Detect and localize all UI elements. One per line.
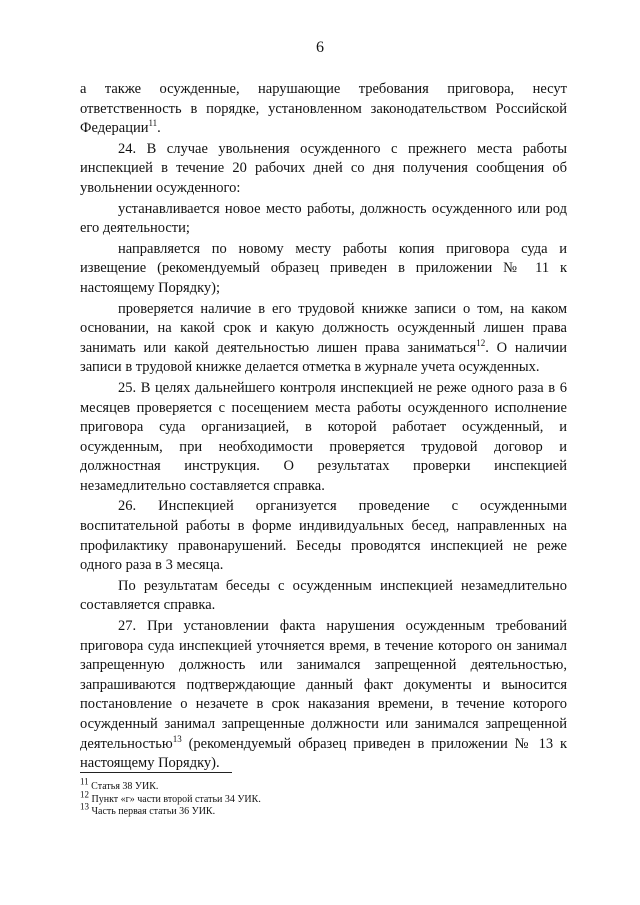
footnote-12: $^{12}$ Пункт «г» части второй статьи 34 УИК.	[80, 789, 261, 805]
paragraph-26-note: По результатам беседы с осужденным инспекцией незамедлительно составляется справка.	[80, 577, 567, 614]
paragraph-25: 25. В целях дальнейшего контроля инспекцией не реже одного раза в 6 месяцев проверяется с посещением места работы осужденного исполнение приговора суда организацией, в которой работает осужденный, и осужденным, при необходимости проверяется трудовой договор и должностная инструкция. О результатах проверки инспекцией незамедлительно составляется справка.	[80, 379, 567, 494]
paragraph-24-item-3: проверяется наличие в его трудовой книжке записи о том, на каком основании, на какой срок и какую должность осужденный лишен права занимать или какой деятельностью лишен права заниматься$^{12}$. О наличии записи в трудовой книжке делается отметка в журнале учета осужденных.	[80, 300, 567, 376]
paragraph-continuation: а также осужденные, нарушающие требования приговора, несут ответственность в порядке, установленном законодательством Российской Федерации$^{11}$.	[80, 81, 567, 137]
footnote-ref-13: 13	[172, 733, 182, 744]
paragraph-27: 27. При установлении факта нарушения осужденным требований приговора суда инспекцией уточняется время, в течение которого он занимал запрещенную должность или занимался запрещенной деятельностью, запрашиваются подтверждающие данный факт документы и выносится постановление о незачете в срок наказания времени, в течение которого осужденный занимал запрещенные должности или занимался запрещенной деятельностью$^{13}$ (рекомендуемый образец приведен в приложении № 13 к настоящему Порядку).	[80, 618, 567, 772]
footnote-separator	[80, 772, 232, 773]
footnote-ref-12: 12	[476, 337, 486, 348]
paragraph-24-item-1: устанавливается новое место работы, должность осужденного или род его деятельности;	[80, 200, 567, 237]
paragraph-24-item-2: направляется по новому месту работы копия приговора суда и извещение (рекомендуемый образец приведен в приложении № 11 к настоящему Порядку);	[80, 240, 567, 296]
paragraph-24: 24. В случае увольнения осужденного с прежнего места работы инспекцией в течение 20 рабочих дней со дня получения сообщения об увольнении осужденного:	[80, 140, 567, 196]
paragraph-26: 26. Инспекцией организуется проведение с осужденными воспитательной работы в форме индивидуальных бесед, направленных на профилактику правонарушений. Беседы проводятся инспекцией не реже одного раза в 3 месяца.	[80, 498, 567, 574]
footnote-ref-11: 11	[148, 118, 158, 129]
body-text	[80, 80, 567, 774]
page-number: 6	[316, 39, 324, 56]
footnote-13: $^{13}$ Часть первая статьи 36 УИК.	[80, 801, 216, 817]
footnote-11: $^{11}$ Статья 38 УИК.	[80, 776, 159, 792]
footnotes	[80, 776, 480, 819]
